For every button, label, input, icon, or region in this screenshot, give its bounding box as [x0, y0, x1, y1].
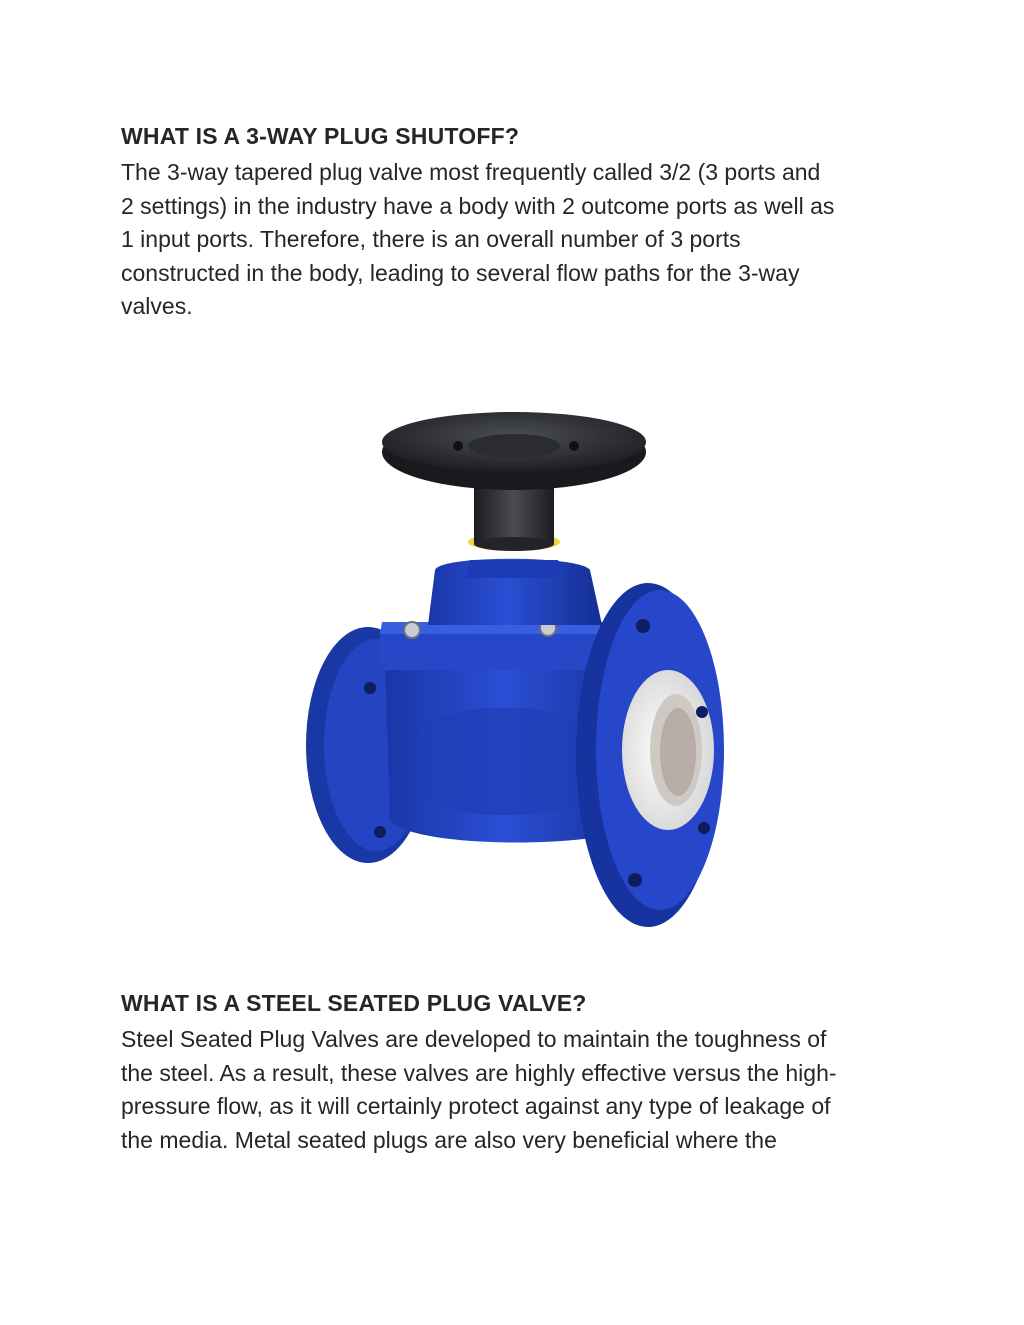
paragraph-line: the steel. As a result, these valves are highly effective versus the high- [121, 1059, 837, 1086]
paragraph-line: The 3-way tapered plug valve most frequently called 3/2 (3 ports and [121, 159, 821, 185]
paragraph-line: valves. [121, 293, 193, 319]
diaphragm-valve-illustration [290, 400, 740, 940]
section-paragraph-3-way-plug [121, 156, 911, 324]
bolt-left [404, 622, 420, 638]
paragraph-line: constructed in the body, leading to several flow paths for the 3-way [121, 259, 800, 286]
paragraph-line: 2 settings) in the industry have a body with 2 outcome ports as well as [121, 192, 835, 219]
paragraph-line: Steel Seated Plug Valves are developed to maintain the toughness of [121, 1026, 827, 1052]
section-paragraph-steel-seated [121, 1023, 911, 1157]
valve-photo [290, 400, 740, 940]
section-heading-3-way-plug: WHAT IS A 3-WAY PLUG SHUTOFF? [121, 123, 520, 149]
section-heading-steel-seated: WHAT IS A STEEL SEATED PLUG VALVE? [121, 990, 587, 1016]
paragraph-line: the media. Metal seated plugs are also very beneficial where the [121, 1126, 777, 1153]
paragraph-line: 1 input ports. Therefore, there is an overall number of 3 ports [121, 226, 741, 252]
paragraph-line: pressure flow, as it will certainly protect against any type of leakage of [121, 1093, 831, 1119]
